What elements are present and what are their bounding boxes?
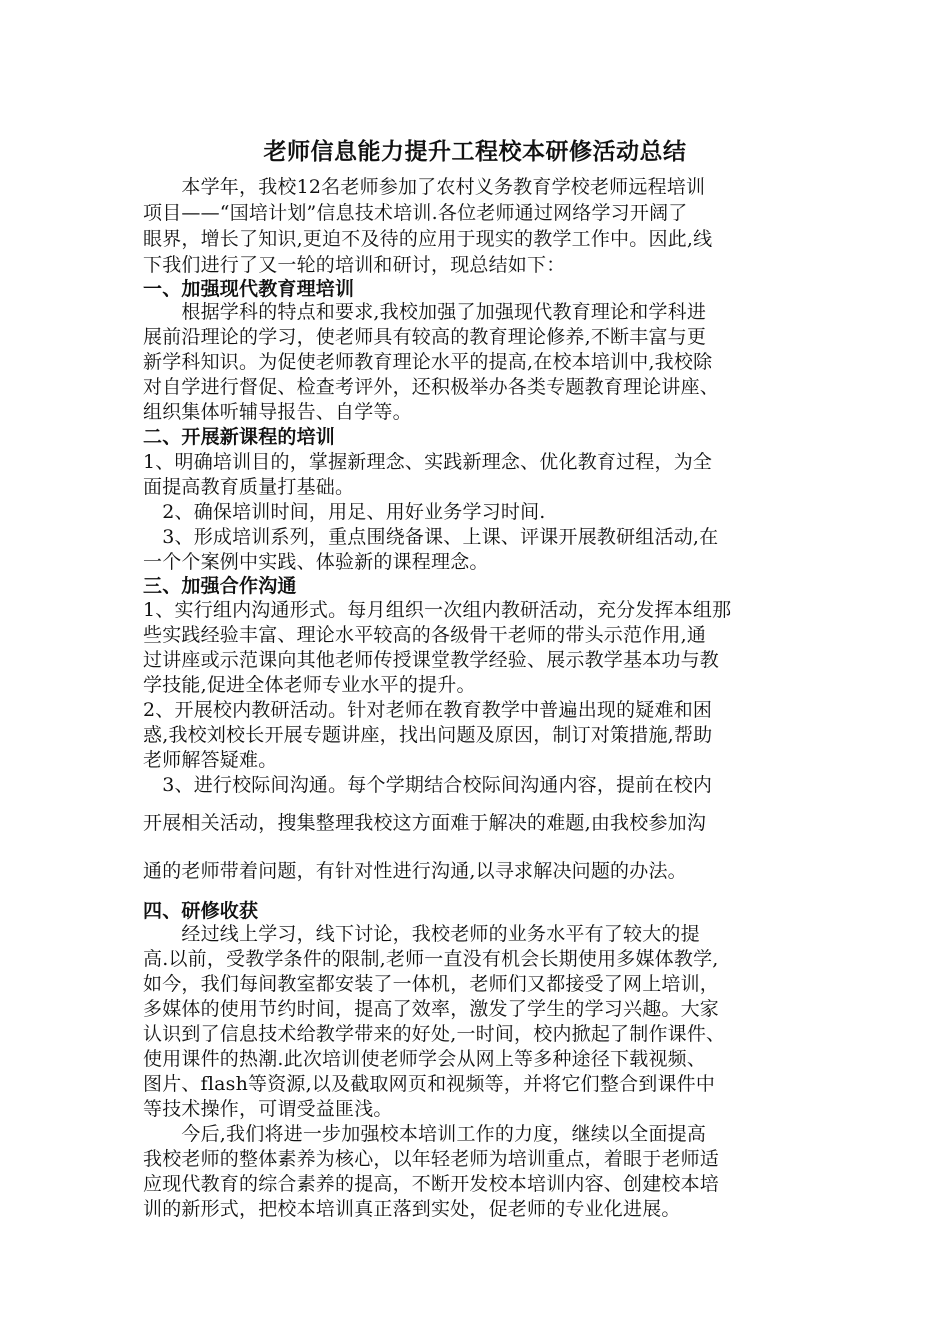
paragraph-line: 项目——“国培计划”信息技术培训.各位老师通过网络学习开阔了 <box>143 202 688 224</box>
section-heading-4: 四、研修收获 <box>143 900 259 922</box>
paragraph-line: 面提高教育质量打基础。 <box>143 476 355 498</box>
paragraph-line: 通的老师带着问题，有针对性进行沟通,以寻求解决问题的办法。 <box>143 860 687 882</box>
paragraph-line: 老师解答疑难。 <box>143 749 278 771</box>
paragraph-line: 对自学进行督促、检查考评外，还积极举办各类专题教育理论讲座、 <box>143 376 720 398</box>
paragraph-line: 学技能,促进全体老师专业水平的提升。 <box>143 674 476 696</box>
paragraph-line: 开展相关活动，搜集整理我校这方面难于解决的难题,由我校参加沟 <box>143 812 707 834</box>
paragraph-line: 2、开展校内教研活动。针对老师在教育教学中普遍出现的疑难和困 <box>143 699 713 721</box>
paragraph-line: 3、进行校际间沟通。每个学期结合校际间沟通内容，提前在校内 <box>143 774 713 796</box>
paragraph-line: 应现代教育的综合素养的提高，不断开发校本培训内容、创建校本培 <box>143 1173 720 1195</box>
paragraph-line: 认识到了信息技术给教学带来的好处,一时间，校内掀起了制作课件、 <box>143 1023 726 1045</box>
paragraph-line: 使用课件的热潮.此次培训使老师学会从网上等多种途径下载视频、 <box>143 1048 707 1070</box>
paragraph-line: 3、形成培训系列，重点围绕备课、上课、评课开展教研组活动,在 <box>143 526 719 548</box>
paragraph-line: 我校老师的整体素养为核心，以年轻老师为培训重点，着眼于老师适 <box>143 1148 720 1170</box>
paragraph-line: 新学科知识。为促使老师教育理论水平的提高,在校本培训中,我校除 <box>143 351 713 373</box>
paragraph-line: 1、明确培训目的，掌握新理念、实践新理念、优化教育过程，为全 <box>143 451 713 473</box>
section-heading-1: 一、加强现代教育理培训 <box>143 278 355 300</box>
section-heading-2: 二、开展新课程的培训 <box>143 426 336 448</box>
paragraph-line: 2、确保培训时间，用足、用好业务学习时间. <box>143 501 546 523</box>
section-heading-3: 三、加强合作沟通 <box>143 575 297 597</box>
paragraph-line: 下我们进行了又一轮的培训和研讨，现总结如下： <box>143 254 566 276</box>
paragraph-line: 1、实行组内沟通形式。每月组织一次组内教研活动，充分发挥本组那 <box>143 599 732 621</box>
paragraph-line: 组织集体听辅导报告、自学等。 <box>143 401 412 423</box>
paragraph-line: 等技术操作，可谓受益匪浅。 <box>143 1098 393 1120</box>
paragraph-line: 经过线上学习，线下讨论，我校老师的业务水平有了较大的提 <box>143 923 700 945</box>
paragraph-line: 高.以前，受教学条件的限制,老师一直没有机会长期使用多媒体教学, <box>143 948 719 970</box>
paragraph-line: 眼界，增长了知识,更迫不及待的应用于现实的教学工作中。因此,线 <box>143 228 713 250</box>
paragraph-line: 多媒体的使用节约时间，提高了效率，激发了学生的学习兴趣。大家 <box>143 998 720 1020</box>
paragraph-line: 今后,我们将进一步加强校本培训工作的力度，继续以全面提高 <box>143 1123 707 1145</box>
document-title: 老师信息能力提升工程校本研修活动总结 <box>263 139 687 165</box>
paragraph-line: 一个个案例中实践、体验新的课程理念。 <box>143 551 489 573</box>
paragraph-line: 图片、flash等资源,以及截取网页和视频等，并将它们整合到课件中 <box>143 1073 716 1095</box>
paragraph-line: 训的新形式，把校本培训真正落到实处，促老师的专业化进展。 <box>143 1198 681 1220</box>
paragraph-line: 本学年，我校12名老师参加了农村义务教育学校老师远程培训 <box>143 176 706 198</box>
paragraph-line: 过讲座或示范课向其他老师传授课堂教学经验、展示教学基本功与教 <box>143 649 720 671</box>
paragraph-line: 展前沿理论的学习，使老师具有较高的教育理论修养,不断丰富与更 <box>143 326 707 348</box>
paragraph-line: 些实践经验丰富、理论水平较高的各级骨干老师的带头示范作用,通 <box>143 624 707 646</box>
paragraph-line: 惑,我校刘校长开展专题讲座，找出问题及原因，制订对策措施,帮助 <box>143 724 713 746</box>
paragraph-line: 如今，我们每间教室都安装了一体机，老师们又都接受了网上培训， <box>143 973 720 995</box>
paragraph-line: 根据学科的特点和要求,我校加强了加强现代教育理论和学科进 <box>143 301 707 323</box>
